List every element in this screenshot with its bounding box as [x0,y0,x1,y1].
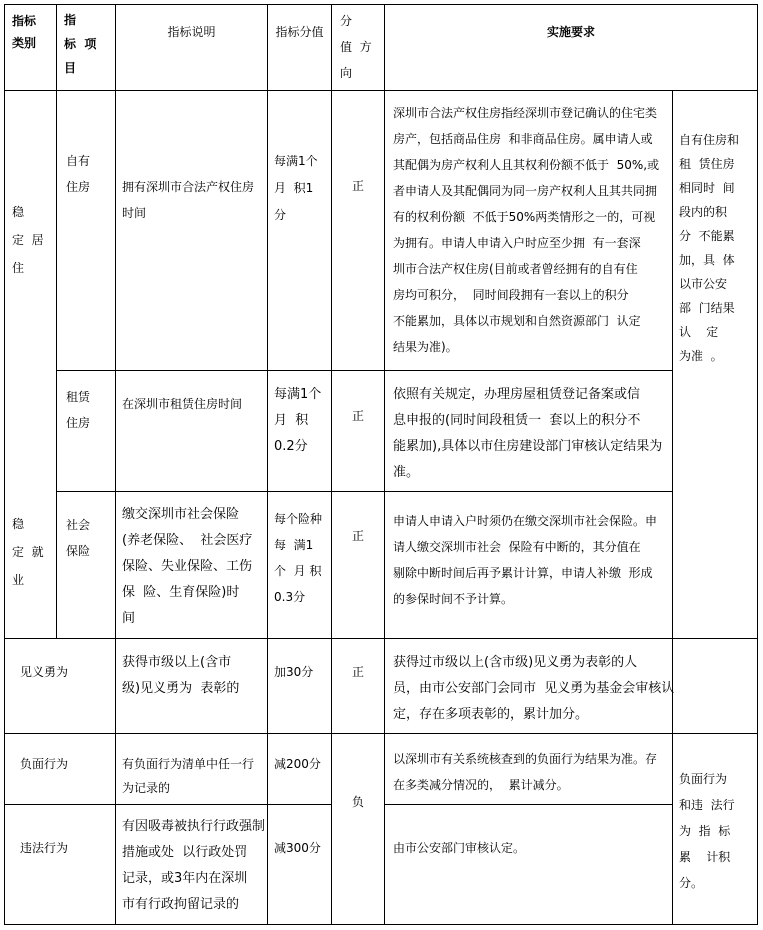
own-house-requirement: 深圳市合法产权住房指经深圳市登记确认的住宅类 房产，包括商品住房 和非商品住房。属申请人或 其配偶为房产权利人且其权利份额不低于 50%,或 者申请人及其配偶同为同一房产权利人且其共同拥 有的权利份额 不低于50%两类情形之一的，可视 为拥有。申请人申请入户时应至少拥 有一套深 圳市合法产权住房(目前或者曾经拥有的自有住 房均可积分， 同时间段拥有一套以上的积分 不能累加，具体以市规划和自然资源部门 认定 结果为准)。 [393,106,660,354]
header-category: 指标 类别 [12,14,37,50]
own-house-direction: 正 [351,179,364,193]
rule-negative-bottom-right [384,804,672,805]
group-stable-employment: 稳 定 就 业 [12,517,44,587]
social-insurance-direction: 正 [351,529,364,543]
rule-col-item [56,4,57,639]
rule-col-direction [331,4,332,925]
negative-description: 有负面行为清单中任一行 为记录的 [122,757,255,795]
rule-col-description [115,4,116,925]
courage-item: 见义勇为 [20,665,69,679]
social-insurance-requirement: 申请人申请入户时须仍在缴交深圳市社会保险。申 请人缴交深圳市社会 保险有中断的，其分值在 剔除中断时间后再予累计计算，申请人补缴 形成 的参保时间不予计算。 [393,514,658,606]
courage-requirement: 获得过市级以上(含市级)见义勇为表彰的人 员，由市公安部门会同市 见义勇为基金会审核认 定，存在多项表彰的，累计加分。 [393,655,675,722]
rental-score: 每满1个 月 积 0.2分 [274,387,322,454]
penalty-note: 负面行为 和违 法行 为 指 标 累 计积 分。 [679,772,735,890]
rental-description: 在深圳市租赁住房时间 [122,397,243,411]
negative-score: 减200分 [274,757,321,771]
rule-rental-bottom [56,491,672,492]
courage-direction: 正 [351,665,364,679]
penalty-direction: 负 [351,795,364,809]
rental-direction: 正 [351,409,364,423]
illegal-description: 有因吸毒被执行行政强制 措施或处 以行政处罚 记录，或3年内在深圳 市有行政拘留记录的 [122,819,266,912]
negative-item: 负面行为 [20,757,69,771]
header-item: 指 标 项 目 [64,13,97,75]
social-insurance-score: 每个险种 每 满1 个 月 积 0.3分 [274,512,323,604]
rule-right [757,4,758,925]
rule-own-house-bottom [56,370,672,371]
own-house-score: 每满1个 月 积1 分 [274,154,318,222]
courage-score: 加30分 [274,665,314,679]
own-house-description: 拥有深圳市合法产权住房 时间 [122,180,255,220]
group-stable-residence: 稳 定 居 住 [12,205,44,275]
rule-header-bottom [4,90,758,91]
header-requirement: 实施要求 [546,25,595,39]
courage-description: 获得市级以上(含市 级)见义勇为 表彰的 [122,655,240,696]
own-house-item: 自有 住房 [66,154,91,194]
social-insurance-description: 缴交深圳市社会保险 (养老保险、 社会医疗 保险、失业保险、工伤 保 险、生育保险)时 间 [122,507,253,626]
rule-col-requirement [384,4,385,925]
illegal-score: 减300分 [274,841,321,855]
rule-left [4,4,5,925]
social-insurance-item: 社会 保险 [66,518,91,558]
rule-top [4,4,758,5]
header-direction: 分 值 方 向 [340,14,372,80]
header-description: 指标说明 [167,25,216,39]
rule-courage-bottom [4,733,758,734]
header-score: 指标分值 [275,25,324,39]
rule-negative-bottom-left [4,804,331,805]
rule-social-bottom [4,638,758,639]
rental-item: 租赁 住房 [66,390,91,430]
rule-bottom [4,924,758,925]
rental-requirement: 依照有关规定，办理房屋租赁登记备案或信 息申报的(同时间段租赁一 套以上的积分不 能累加),具体以市住房建设部门审核认定结果为 准。 [393,387,663,480]
illegal-requirement: 由市公安部门审核认定。 [393,841,526,855]
housing-note: 自有住房和 租 赁住房 相同时 间 段内的积 分 不能累 加，具 体 以市公安 部 门结果 认 定 为准 。 [679,133,740,363]
negative-requirement: 以深圳市有关系统核查到的负面行为结果为准。存 在多类减分情况的， 累计减分。 [393,752,658,792]
illegal-item: 违法行为 [20,841,69,855]
